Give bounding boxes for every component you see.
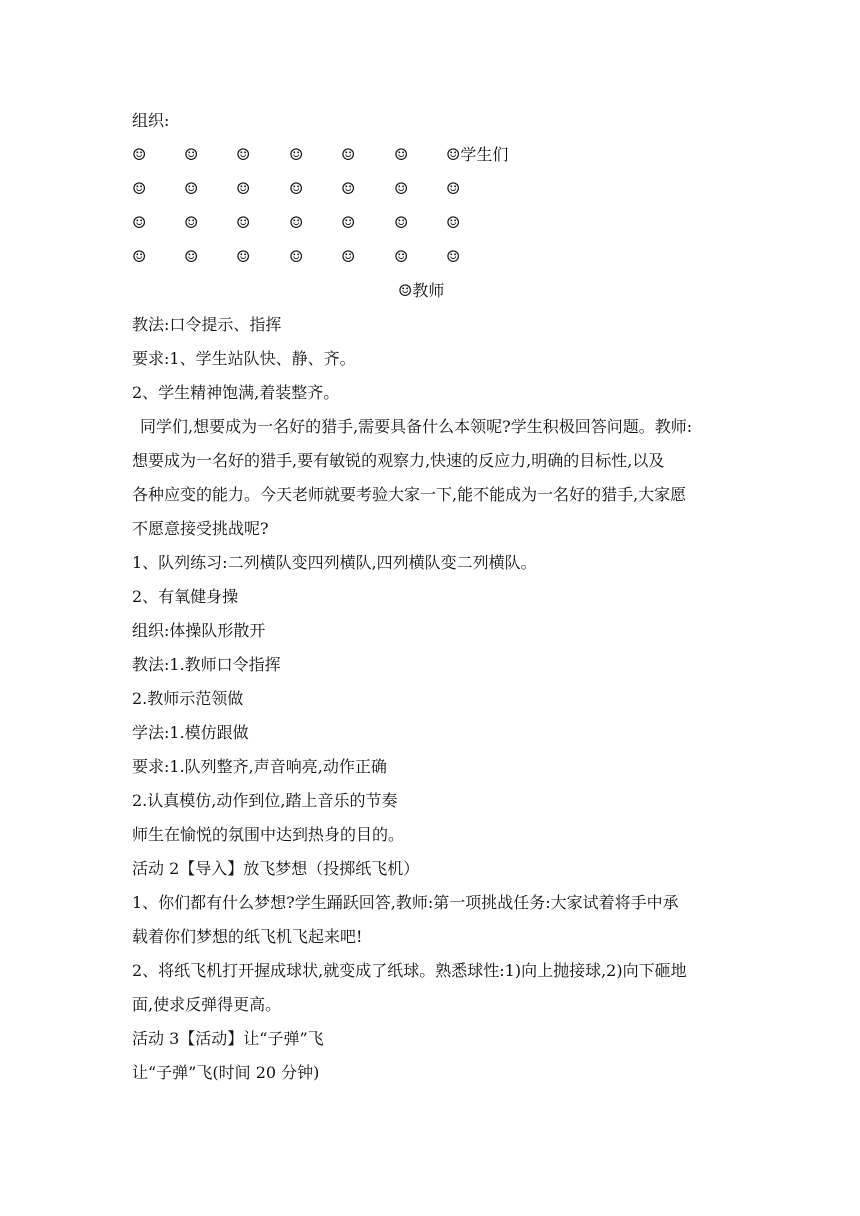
- text-line: 2.教师示范领做: [132, 689, 244, 708]
- student-icon: ☺: [341, 247, 356, 266]
- activity-heading: 活动 2【导入】放飞梦想（投掷纸飞机）: [132, 859, 420, 878]
- student-icon: ☺: [289, 213, 304, 232]
- text-line: 组织:体操队形散开: [132, 621, 266, 640]
- student-icon: ☺: [184, 247, 199, 266]
- student-icon: ☺: [341, 213, 356, 232]
- student-icon: ☺: [394, 179, 409, 198]
- text-line: 要求:1.队列整齐,声音响亮,动作正确: [132, 757, 387, 776]
- teacher-position: [132, 274, 744, 308]
- text-line: 1、你们都有什么梦想?学生踊跃回答,教师:第一项挑战任务:大家试着将手中承: [132, 893, 679, 912]
- paragraph-line: 各种应变的能力。今天老师就要考验大家一下,能不能成为一名好的猎手,大家愿: [132, 485, 687, 504]
- paragraph-line: 想要成为一名好的猎手,要有敏锐的观察力,快速的反应力,明确的目标性,以及: [132, 451, 665, 470]
- organization-label: 组织:: [132, 111, 170, 130]
- paragraph-line: 同学们,想要成为一名好的猎手,需要具备什么本领呢?学生积极回答问题。教师:: [140, 417, 693, 436]
- student-icon: ☺: [341, 179, 356, 198]
- text-line: 要求:1、学生站队快、静、齐。: [132, 349, 356, 368]
- teacher-label: ☺教师: [398, 281, 445, 300]
- student-icon: ☺: [236, 179, 251, 198]
- paragraph-line: 不愿意接受挑战呢?: [132, 519, 269, 538]
- text-line: 师生在愉悦的氛围中达到热身的目的。: [132, 825, 405, 844]
- student-icon: ☺: [132, 213, 147, 232]
- student-icon: ☺: [236, 213, 251, 232]
- text-line: 1、队列练习:二列横队变四列横队,四列横队变二列横队。: [132, 553, 537, 572]
- student-icon: ☺: [236, 145, 251, 164]
- student-icon: ☺: [289, 179, 304, 198]
- student-icon: ☺: [132, 145, 147, 164]
- student-icon: ☺: [394, 145, 409, 164]
- student-icon: ☺: [394, 247, 409, 266]
- student-icon: ☺: [446, 213, 461, 232]
- document-body: [132, 104, 744, 1090]
- student-icon: ☺: [289, 145, 304, 164]
- student-icon: ☺: [184, 145, 199, 164]
- student-icon: ☺: [132, 247, 147, 266]
- formation-grid: [132, 138, 744, 308]
- activity-heading: 活动 3【活动】让“子弹”飞: [132, 1029, 324, 1048]
- student-icon: ☺: [184, 179, 199, 198]
- text-line: 2.认真模仿,动作到位,踏上音乐的节奏: [132, 791, 398, 810]
- text-line: 教法:1.教师口令指挥: [132, 655, 281, 674]
- student-icon: ☺: [184, 213, 199, 232]
- text-line: 2、有氧健身操: [132, 587, 239, 606]
- intro-paragraph: [132, 410, 744, 546]
- formation-row-1: [132, 138, 744, 172]
- student-icon: ☺: [446, 247, 461, 266]
- text-line: 让“子弹”飞(时间 20 分钟): [132, 1063, 320, 1082]
- student-icon: ☺: [446, 179, 461, 198]
- student-icon: ☺: [394, 213, 409, 232]
- text-line: 2、将纸飞机打开握成球状,就变成了纸球。熟悉球性:1)向上抛接球,2)向下砸地: [132, 961, 687, 980]
- text-line: 2、学生精神饱满,着装整齐。: [132, 383, 340, 402]
- text-line: 学法:1.模仿跟做: [132, 723, 249, 742]
- text-line: 面,使求反弹得更高。: [132, 995, 282, 1014]
- student-icon: ☺: [132, 179, 147, 198]
- student-icon: ☺: [289, 247, 304, 266]
- formation-row-3: [132, 206, 744, 240]
- students-label: ☺学生们: [446, 145, 509, 164]
- formation-row-2: [132, 172, 744, 206]
- student-icon: ☺: [341, 145, 356, 164]
- student-icon: ☺: [236, 247, 251, 266]
- formation-row-4: [132, 240, 744, 274]
- text-line: 载着你们梦想的纸飞机飞起来吧!: [132, 927, 363, 946]
- text-line: 教法:口令提示、指挥: [132, 315, 282, 334]
